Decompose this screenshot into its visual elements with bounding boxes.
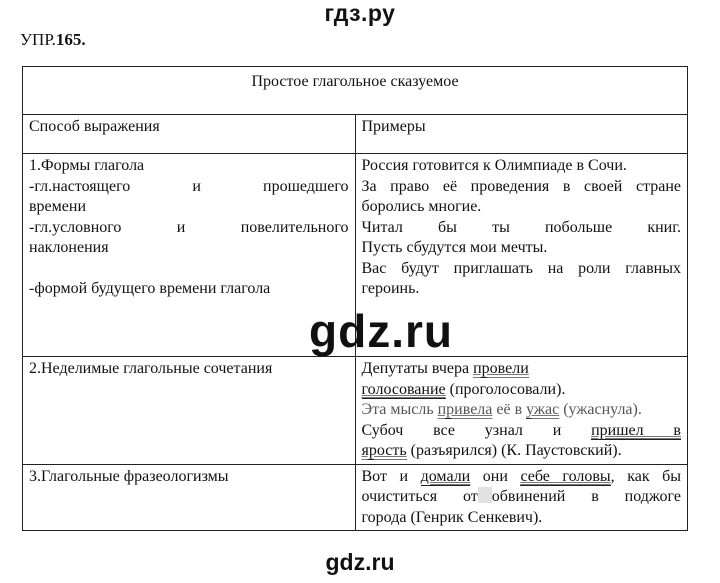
exercise-title [20, 30, 86, 50]
method-cell-verb-forms [23, 154, 356, 357]
underlined-predicate: привела [437, 401, 493, 418]
examples-cell-idioms [355, 464, 688, 531]
example-line: ярость (разъярился) (К. Паустовский). [361, 442, 622, 459]
example-line: Эта мысль привела её в ужас (ужаснула). [361, 401, 642, 418]
underlined-predicate: домали [420, 467, 471, 485]
method-item: -гл.условного и повелительного [29, 218, 349, 236]
example-line: За право её проведения в своей стране [361, 177, 681, 195]
example-line: города (Генрик Сенкевич). [361, 508, 543, 526]
example-line: очиститься от обвинений в поджоге [361, 488, 681, 505]
predicate-table [22, 66, 688, 531]
method-item: -гл.настоящего и прошедшего [29, 177, 349, 195]
example-line: Вот и домали они себе головы, как бы [361, 467, 682, 485]
method-cell-combinations: 2.Неделимые глагольные сочетания [23, 357, 356, 465]
example-line: боролись многие. [361, 198, 482, 215]
column-header-examples: Примеры [355, 115, 688, 154]
exercise-number: 165. [55, 30, 86, 49]
method-cell-idioms: 3.Глагольные фразеологизмы [23, 464, 356, 531]
method-item: времени [29, 198, 87, 215]
example-line: голосование (проголосовали). [361, 380, 566, 398]
exercise-prefix: УПР. [20, 30, 56, 49]
method-item: -формой будущего времени глагола [29, 279, 271, 297]
method-heading: 1.Формы глагола [29, 157, 145, 174]
example-line: Депутаты вчера провели [361, 360, 529, 377]
underlined-predicate: себе головы [520, 467, 611, 485]
table-title: Простое глагольное сказуемое [23, 67, 688, 115]
examples-cell-combinations [355, 357, 688, 465]
underlined-predicate: ужас [526, 401, 560, 418]
site-header: гдз.ру [324, 0, 396, 26]
column-header-method: Способ выражения [23, 115, 356, 154]
underlined-predicate: ярость [361, 442, 407, 459]
site-footer: gdz.ru [325, 549, 395, 575]
example-line: Субоч все узнал и пришел в [361, 421, 681, 439]
example-line: Вас будут приглашать на роли главных [361, 259, 681, 277]
example-line: Россия готовится к Олимпиаде в Сочи. [361, 157, 627, 174]
watermark: gdz.ru [309, 305, 453, 357]
example-line: Пусть сбудутся мои мечты. [361, 239, 548, 256]
shaded-mark [478, 487, 492, 503]
method-item: наклонения [29, 239, 109, 256]
underlined-predicate: провели [473, 360, 529, 377]
example-line: героинь. [361, 280, 420, 297]
underlined-predicate: голосование [361, 380, 446, 398]
underlined-predicate: пришел в [591, 421, 681, 439]
example-line: Читал бы ты побольше книг. [361, 218, 681, 236]
